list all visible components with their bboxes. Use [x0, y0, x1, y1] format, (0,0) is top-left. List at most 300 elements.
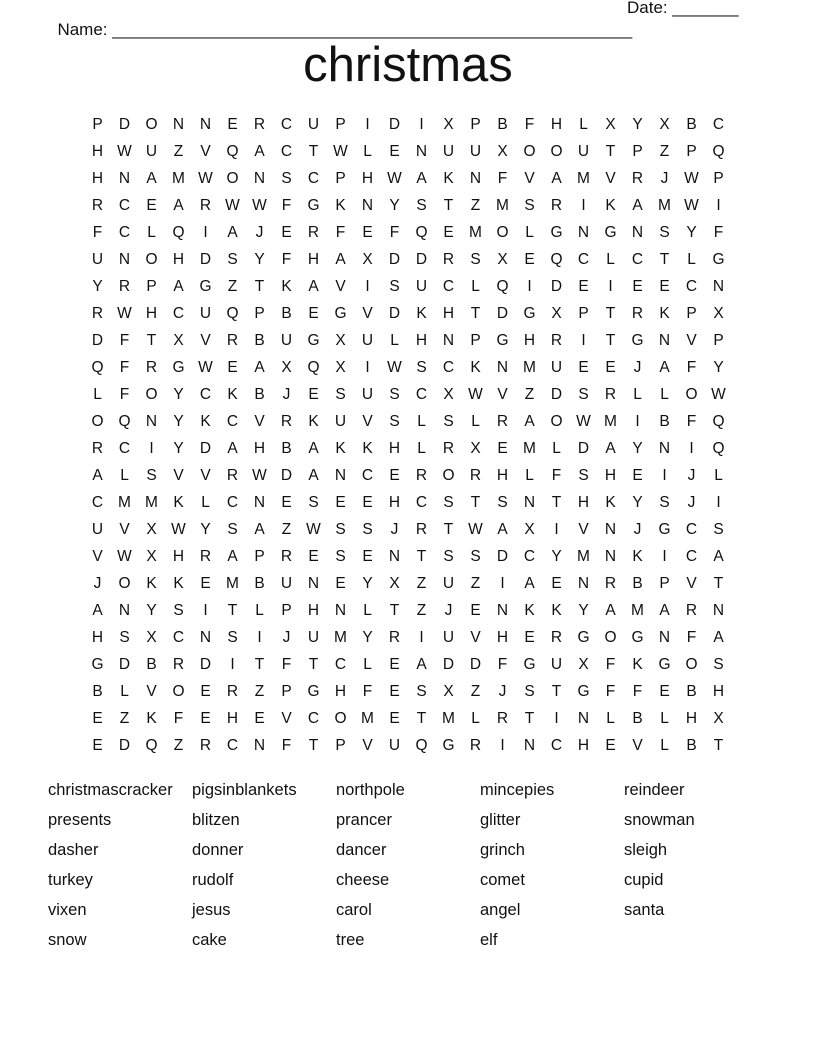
grid-letter[interactable]: W	[387, 169, 402, 187]
grid-letter[interactable]: T	[470, 493, 481, 511]
grid-letter[interactable]: E	[605, 358, 616, 376]
grid-letter[interactable]: D	[118, 736, 131, 754]
grid-letter[interactable]: S	[659, 223, 670, 241]
grid-letter[interactable]: X	[659, 115, 670, 133]
grid-letter[interactable]: X	[713, 709, 724, 727]
grid-letter[interactable]: N	[496, 358, 509, 376]
grid-letter[interactable]: I	[581, 196, 586, 214]
grid-letter[interactable]: R	[550, 196, 563, 214]
grid-letter[interactable]: R	[172, 655, 185, 673]
grid-letter[interactable]: N	[361, 196, 374, 214]
grid-letter[interactable]: A	[524, 412, 535, 430]
grid-letter[interactable]: U	[280, 574, 293, 592]
grid-letter[interactable]: D	[577, 439, 590, 457]
grid-letter[interactable]: S	[227, 628, 238, 646]
grid-letter[interactable]: U	[361, 331, 374, 349]
grid-letter[interactable]: I	[419, 115, 424, 133]
grid-letter[interactable]: O	[685, 385, 698, 403]
grid-letter[interactable]: N	[658, 628, 671, 646]
grid-letter[interactable]: N	[712, 601, 725, 619]
grid-letter[interactable]: M	[469, 223, 482, 241]
grid-letter[interactable]: D	[388, 304, 401, 322]
grid-letter[interactable]: F	[686, 358, 697, 376]
grid-letter[interactable]: H	[604, 466, 617, 484]
grid-letter[interactable]: A	[227, 547, 238, 565]
grid-letter[interactable]: A	[659, 358, 670, 376]
grid-letter[interactable]: Y	[200, 520, 211, 538]
grid-letter[interactable]: H	[361, 169, 374, 187]
grid-letter[interactable]: E	[470, 601, 481, 619]
grid-letter[interactable]: S	[335, 520, 346, 538]
grid-letter[interactable]: A	[524, 574, 535, 592]
grid-letter[interactable]: A	[254, 142, 265, 160]
grid-letter[interactable]: E	[92, 736, 103, 754]
grid-letter[interactable]: P	[632, 142, 643, 160]
grid-letter[interactable]: P	[713, 169, 724, 187]
grid-letter[interactable]: C	[226, 412, 239, 430]
grid-letter[interactable]: C	[172, 304, 185, 322]
grid-letter[interactable]: V	[200, 331, 211, 349]
grid-letter[interactable]: F	[524, 115, 535, 133]
grid-letter[interactable]: R	[631, 304, 644, 322]
grid-letter[interactable]: D	[442, 655, 455, 673]
grid-letter[interactable]: Y	[362, 574, 373, 592]
grid-letter[interactable]: R	[415, 520, 428, 538]
grid-letter[interactable]: N	[523, 736, 536, 754]
grid-letter[interactable]: H	[415, 331, 428, 349]
grid-letter[interactable]: I	[257, 628, 262, 646]
grid-letter[interactable]: G	[712, 250, 725, 268]
grid-letter[interactable]: R	[253, 115, 266, 133]
grid-letter[interactable]: N	[523, 493, 536, 511]
grid-letter[interactable]: M	[145, 493, 158, 511]
grid-letter[interactable]: S	[578, 466, 589, 484]
grid-letter[interactable]: P	[335, 736, 346, 754]
grid-letter[interactable]: S	[470, 547, 481, 565]
grid-letter[interactable]: Y	[551, 547, 562, 565]
grid-letter[interactable]: V	[362, 304, 373, 322]
grid-letter[interactable]: I	[203, 601, 208, 619]
grid-letter[interactable]: D	[199, 655, 212, 673]
grid-letter[interactable]: G	[658, 655, 671, 673]
grid-letter[interactable]: V	[119, 520, 130, 538]
grid-letter[interactable]: E	[335, 574, 346, 592]
grid-letter[interactable]: D	[550, 277, 563, 295]
grid-letter[interactable]: F	[281, 196, 292, 214]
grid-letter[interactable]: Y	[254, 250, 265, 268]
grid-letter[interactable]: P	[146, 277, 157, 295]
grid-letter[interactable]: R	[469, 466, 482, 484]
grid-letter[interactable]: N	[334, 466, 347, 484]
grid-letter[interactable]: N	[577, 223, 590, 241]
grid-letter[interactable]: M	[334, 628, 347, 646]
grid-letter[interactable]: P	[578, 304, 589, 322]
grid-letter[interactable]: Z	[416, 601, 427, 619]
grid-letter[interactable]: U	[91, 520, 104, 538]
grid-letter[interactable]: I	[365, 115, 370, 133]
grid-letter[interactable]: K	[524, 601, 535, 619]
grid-letter[interactable]: X	[497, 142, 508, 160]
grid-letter[interactable]: Q	[145, 736, 158, 754]
grid-letter[interactable]: X	[443, 385, 454, 403]
grid-letter[interactable]: T	[416, 547, 427, 565]
grid-letter[interactable]: N	[442, 331, 455, 349]
grid-letter[interactable]: L	[417, 412, 426, 430]
grid-letter[interactable]: I	[554, 520, 559, 538]
grid-letter[interactable]: I	[662, 547, 667, 565]
grid-letter[interactable]: O	[172, 682, 185, 700]
grid-letter[interactable]: O	[523, 142, 536, 160]
grid-letter[interactable]: X	[335, 331, 346, 349]
grid-letter[interactable]: K	[551, 601, 562, 619]
grid-letter[interactable]: C	[334, 655, 347, 673]
grid-letter[interactable]: T	[551, 493, 562, 511]
grid-letter[interactable]: E	[551, 574, 562, 592]
grid-letter[interactable]: L	[201, 493, 210, 511]
grid-letter[interactable]: R	[631, 169, 644, 187]
grid-letter[interactable]: B	[632, 709, 643, 727]
grid-letter[interactable]: V	[362, 736, 373, 754]
grid-letter[interactable]: A	[92, 601, 103, 619]
grid-letter[interactable]: C	[172, 628, 185, 646]
grid-letter[interactable]: I	[608, 277, 613, 295]
grid-letter[interactable]: I	[500, 574, 505, 592]
grid-letter[interactable]: X	[389, 574, 400, 592]
grid-letter[interactable]: P	[335, 169, 346, 187]
grid-letter[interactable]: A	[173, 196, 184, 214]
grid-letter[interactable]: N	[172, 115, 185, 133]
grid-letter[interactable]: U	[361, 385, 374, 403]
grid-letter[interactable]: K	[173, 493, 184, 511]
grid-letter[interactable]: I	[230, 655, 235, 673]
grid-letter[interactable]: E	[308, 385, 319, 403]
grid-letter[interactable]: X	[443, 682, 454, 700]
grid-letter[interactable]: Q	[91, 358, 104, 376]
grid-letter[interactable]: E	[632, 466, 643, 484]
name-field[interactable]: Name: _______________________________________________________	[57, 20, 633, 39]
grid-letter[interactable]: E	[362, 223, 373, 241]
grid-letter[interactable]: O	[550, 412, 563, 430]
grid-letter[interactable]: E	[389, 655, 400, 673]
grid-letter[interactable]: S	[308, 493, 319, 511]
grid-letter[interactable]: N	[415, 142, 428, 160]
grid-letter[interactable]: Q	[307, 358, 320, 376]
grid-letter[interactable]: Q	[226, 304, 239, 322]
grid-letter[interactable]: K	[146, 709, 157, 727]
grid-letter[interactable]: L	[660, 736, 669, 754]
grid-letter[interactable]: N	[604, 547, 617, 565]
grid-letter[interactable]: U	[442, 628, 455, 646]
grid-letter[interactable]: C	[118, 439, 131, 457]
grid-letter[interactable]: L	[363, 142, 372, 160]
grid-letter[interactable]: V	[281, 709, 292, 727]
grid-letter[interactable]: C	[307, 709, 320, 727]
grid-letter[interactable]: N	[199, 115, 212, 133]
grid-letter[interactable]: C	[550, 736, 563, 754]
grid-letter[interactable]: X	[443, 115, 454, 133]
grid-letter[interactable]: E	[524, 628, 535, 646]
grid-letter[interactable]: A	[416, 655, 427, 673]
grid-letter[interactable]: Y	[686, 223, 697, 241]
grid-letter[interactable]: L	[471, 412, 480, 430]
grid-letter[interactable]: T	[308, 736, 319, 754]
grid-letter[interactable]: I	[635, 412, 640, 430]
grid-letter[interactable]: A	[497, 520, 508, 538]
grid-letter[interactable]: B	[92, 682, 103, 700]
grid-letter[interactable]: L	[633, 385, 642, 403]
grid-letter[interactable]: N	[253, 169, 266, 187]
grid-letter[interactable]: E	[389, 142, 400, 160]
grid-letter[interactable]: V	[146, 682, 157, 700]
grid-letter[interactable]: U	[388, 736, 401, 754]
grid-letter[interactable]: J	[633, 358, 642, 376]
grid-letter[interactable]: S	[389, 412, 400, 430]
grid-letter[interactable]: A	[551, 169, 562, 187]
grid-letter[interactable]: A	[713, 547, 724, 565]
grid-letter[interactable]: N	[145, 412, 158, 430]
grid-letter[interactable]: H	[334, 682, 347, 700]
grid-letter[interactable]: V	[254, 412, 265, 430]
grid-letter[interactable]: G	[334, 304, 347, 322]
grid-letter[interactable]: Q	[712, 142, 725, 160]
grid-letter[interactable]: U	[469, 142, 482, 160]
grid-letter[interactable]: J	[687, 493, 696, 511]
grid-letter[interactable]: I	[500, 736, 505, 754]
grid-letter[interactable]: E	[389, 709, 400, 727]
grid-letter[interactable]: V	[470, 628, 481, 646]
grid-letter[interactable]: W	[576, 412, 591, 430]
grid-letter[interactable]: I	[419, 628, 424, 646]
grid-letter[interactable]: X	[578, 655, 589, 673]
grid-letter[interactable]: I	[149, 439, 154, 457]
grid-letter[interactable]: W	[468, 520, 483, 538]
grid-letter[interactable]: C	[199, 385, 212, 403]
grid-letter[interactable]: T	[308, 142, 319, 160]
grid-letter[interactable]: M	[523, 439, 536, 457]
grid-letter[interactable]: K	[335, 439, 346, 457]
grid-letter[interactable]: N	[631, 223, 644, 241]
grid-letter[interactable]: W	[711, 385, 726, 403]
grid-letter[interactable]: T	[713, 574, 724, 592]
grid-letter[interactable]: J	[390, 520, 399, 538]
grid-letter[interactable]: F	[497, 169, 508, 187]
grid-letter[interactable]: S	[416, 196, 427, 214]
grid-letter[interactable]: S	[578, 385, 589, 403]
grid-letter[interactable]: S	[227, 250, 238, 268]
grid-letter[interactable]: G	[442, 736, 455, 754]
grid-letter[interactable]: V	[632, 736, 643, 754]
grid-letter[interactable]: W	[198, 169, 213, 187]
grid-letter[interactable]: V	[497, 385, 508, 403]
grid-letter[interactable]: R	[199, 196, 212, 214]
grid-letter[interactable]: E	[146, 196, 157, 214]
grid-letter[interactable]: T	[254, 655, 265, 673]
grid-letter[interactable]: F	[119, 331, 130, 349]
grid-letter[interactable]: I	[689, 439, 694, 457]
grid-letter[interactable]: S	[335, 385, 346, 403]
grid-letter[interactable]: X	[713, 304, 724, 322]
grid-letter[interactable]: F	[686, 628, 697, 646]
grid-letter[interactable]: Q	[712, 439, 725, 457]
grid-letter[interactable]: H	[496, 466, 509, 484]
grid-letter[interactable]: U	[415, 277, 428, 295]
grid-letter[interactable]: T	[605, 142, 616, 160]
grid-letter[interactable]: T	[308, 655, 319, 673]
grid-letter[interactable]: D	[496, 547, 509, 565]
grid-letter[interactable]: G	[631, 628, 644, 646]
grid-letter[interactable]: L	[120, 466, 129, 484]
grid-letter[interactable]: P	[659, 574, 670, 592]
grid-letter[interactable]: H	[307, 250, 320, 268]
grid-letter[interactable]: K	[335, 196, 346, 214]
grid-letter[interactable]: J	[282, 628, 291, 646]
grid-letter[interactable]: U	[307, 115, 320, 133]
grid-letter[interactable]: S	[389, 277, 400, 295]
grid-letter[interactable]: Y	[173, 385, 184, 403]
grid-letter[interactable]: R	[685, 601, 698, 619]
grid-letter[interactable]: M	[577, 169, 590, 187]
grid-letter[interactable]: Z	[119, 709, 130, 727]
grid-letter[interactable]: W	[117, 547, 132, 565]
grid-letter[interactable]: J	[444, 601, 453, 619]
grid-letter[interactable]: C	[685, 277, 698, 295]
grid-letter[interactable]: P	[713, 331, 724, 349]
grid-letter[interactable]: E	[578, 358, 589, 376]
grid-letter[interactable]: R	[307, 223, 320, 241]
grid-letter[interactable]: U	[442, 574, 455, 592]
grid-letter[interactable]: C	[712, 115, 725, 133]
grid-letter[interactable]: C	[91, 493, 104, 511]
grid-letter[interactable]: V	[524, 169, 535, 187]
grid-letter[interactable]: S	[713, 520, 724, 538]
grid-letter[interactable]: Z	[470, 574, 481, 592]
grid-letter[interactable]: X	[497, 250, 508, 268]
grid-letter[interactable]: W	[387, 358, 402, 376]
grid-letter[interactable]: W	[684, 169, 699, 187]
grid-letter[interactable]: Q	[496, 277, 509, 295]
grid-letter[interactable]: C	[280, 142, 293, 160]
grid-letter[interactable]: X	[146, 547, 157, 565]
grid-letter[interactable]: E	[443, 223, 454, 241]
grid-letter[interactable]: G	[631, 331, 644, 349]
grid-letter[interactable]: A	[227, 439, 238, 457]
grid-letter[interactable]: X	[173, 331, 184, 349]
grid-letter[interactable]: X	[524, 520, 535, 538]
grid-letter[interactable]: C	[442, 277, 455, 295]
grid-letter[interactable]: S	[713, 655, 724, 673]
grid-letter[interactable]: E	[308, 547, 319, 565]
grid-letter[interactable]: H	[442, 304, 455, 322]
grid-letter[interactable]: N	[307, 574, 320, 592]
grid-letter[interactable]: N	[604, 520, 617, 538]
grid-letter[interactable]: Z	[524, 385, 535, 403]
grid-letter[interactable]: B	[686, 736, 697, 754]
grid-letter[interactable]: C	[415, 493, 428, 511]
grid-letter[interactable]: F	[605, 655, 616, 673]
grid-letter[interactable]: S	[146, 466, 157, 484]
grid-letter[interactable]: T	[470, 304, 481, 322]
grid-letter[interactable]: L	[390, 331, 399, 349]
grid-letter[interactable]: A	[227, 223, 238, 241]
grid-letter[interactable]: K	[281, 277, 292, 295]
grid-letter[interactable]: P	[281, 682, 292, 700]
grid-letter[interactable]: I	[365, 358, 370, 376]
grid-letter[interactable]: W	[171, 520, 186, 538]
grid-letter[interactable]: F	[362, 682, 373, 700]
grid-letter[interactable]: V	[578, 520, 589, 538]
grid-letter[interactable]: N	[199, 628, 212, 646]
grid-letter[interactable]: T	[605, 331, 616, 349]
grid-letter[interactable]: F	[335, 223, 346, 241]
grid-letter[interactable]: C	[118, 196, 131, 214]
grid-letter[interactable]: N	[577, 709, 590, 727]
grid-letter[interactable]: K	[470, 358, 481, 376]
grid-letter[interactable]: C	[685, 520, 698, 538]
grid-letter[interactable]: Q	[118, 412, 131, 430]
grid-letter[interactable]: C	[442, 358, 455, 376]
grid-letter[interactable]: E	[281, 223, 292, 241]
grid-letter[interactable]: S	[389, 385, 400, 403]
grid-letter[interactable]: H	[685, 709, 698, 727]
grid-letter[interactable]: D	[280, 466, 293, 484]
grid-letter[interactable]: F	[281, 250, 292, 268]
grid-letter[interactable]: L	[471, 277, 480, 295]
grid-letter[interactable]: O	[604, 628, 617, 646]
grid-letter[interactable]: H	[172, 547, 185, 565]
grid-letter[interactable]: H	[496, 628, 509, 646]
grid-letter[interactable]: A	[146, 169, 157, 187]
grid-letter[interactable]: R	[91, 439, 104, 457]
grid-letter[interactable]: R	[199, 547, 212, 565]
grid-letter[interactable]: L	[525, 466, 534, 484]
grid-letter[interactable]: G	[496, 331, 509, 349]
grid-letter[interactable]: A	[605, 601, 616, 619]
grid-letter[interactable]: M	[631, 601, 644, 619]
grid-letter[interactable]: T	[389, 601, 400, 619]
grid-letter[interactable]: W	[684, 196, 699, 214]
grid-letter[interactable]: E	[362, 547, 373, 565]
grid-letter[interactable]: I	[554, 709, 559, 727]
grid-letter[interactable]: Q	[712, 412, 725, 430]
grid-letter[interactable]: F	[632, 682, 643, 700]
grid-letter[interactable]: U	[550, 358, 563, 376]
grid-letter[interactable]: H	[172, 250, 185, 268]
grid-letter[interactable]: N	[496, 601, 509, 619]
grid-letter[interactable]: R	[496, 412, 509, 430]
grid-letter[interactable]: A	[308, 277, 319, 295]
grid-letter[interactable]: J	[633, 520, 642, 538]
grid-letter[interactable]: I	[662, 466, 667, 484]
grid-letter[interactable]: R	[604, 385, 617, 403]
grid-letter[interactable]: T	[254, 277, 265, 295]
grid-letter[interactable]: T	[659, 250, 670, 268]
grid-letter[interactable]: P	[335, 115, 346, 133]
grid-letter[interactable]: H	[226, 709, 239, 727]
grid-letter[interactable]: W	[117, 304, 132, 322]
grid-letter[interactable]: N	[658, 439, 671, 457]
grid-letter[interactable]: P	[254, 304, 265, 322]
grid-letter[interactable]: T	[605, 304, 616, 322]
grid-letter[interactable]: H	[253, 439, 266, 457]
grid-letter[interactable]: A	[308, 439, 319, 457]
grid-letter[interactable]: B	[686, 682, 697, 700]
grid-letter[interactable]: C	[631, 250, 644, 268]
grid-letter[interactable]: E	[254, 709, 265, 727]
grid-letter[interactable]: M	[523, 358, 536, 376]
grid-letter[interactable]: N	[469, 169, 482, 187]
grid-letter[interactable]: A	[173, 277, 184, 295]
grid-letter[interactable]: B	[659, 412, 670, 430]
